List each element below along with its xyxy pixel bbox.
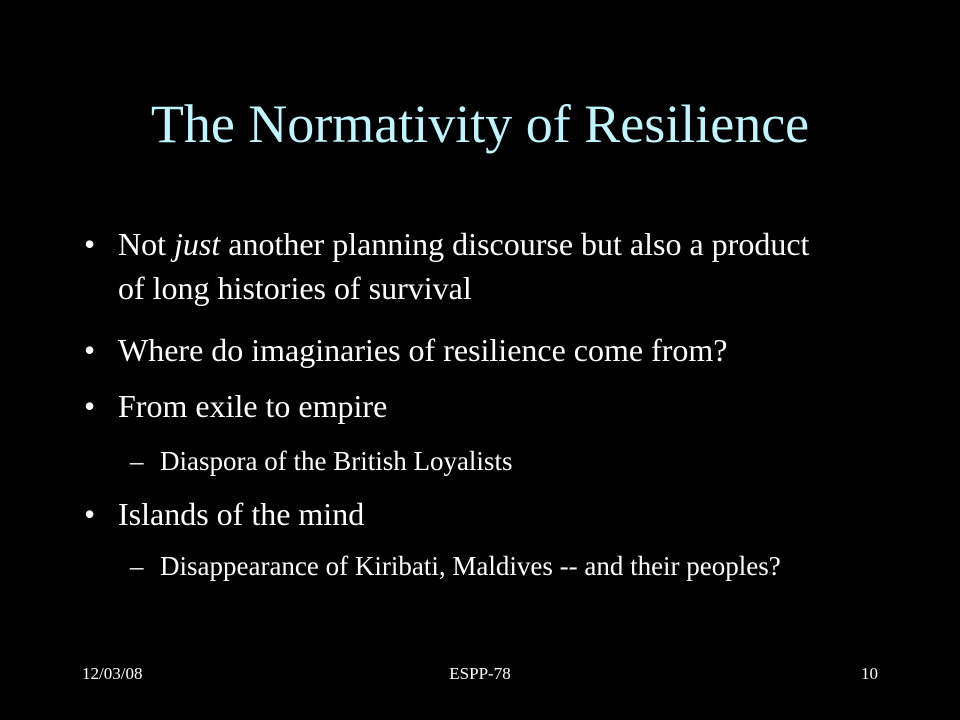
footer-date: 12/03/08 [82,664,143,683]
bullet-item-3 [84,384,824,428]
slide-title: The Normativity of Resilience [150,94,810,154]
footer-label: ESPP-78 [449,664,511,683]
subbullet-marker: – [130,446,144,476]
bullet-item-4 [84,492,824,536]
bullet-marker: • [84,332,96,368]
bullet-marker: • [84,226,96,262]
bullet-item-2 [84,328,824,372]
subbullet-text: Diaspora of the British Loyalists [160,446,513,476]
bullet-item-1 [84,222,824,310]
bullet-marker: • [84,496,96,532]
bullet-marker: • [84,388,96,424]
subbullet-item-2 [130,546,810,586]
subbullet-marker: – [130,551,144,581]
subbullet-text: Disappearance of Kiribati, Maldives -- and their peoples? [160,551,781,581]
bullet-text: Where do imaginaries of resilience come from? [118,332,728,368]
bullet-text [118,222,824,310]
subbullet-item-1 [130,441,810,481]
bullet-text: Islands of the mind [118,496,365,532]
bullet-text-pre: Not [118,226,174,262]
bullet-text: From exile to empire [118,388,388,424]
bullet-text-emphasis: just [174,226,221,262]
bullet-text-post: another planning discourse but also a product of long histories of survival [118,226,810,306]
footer-page-number: 10 [861,664,878,683]
